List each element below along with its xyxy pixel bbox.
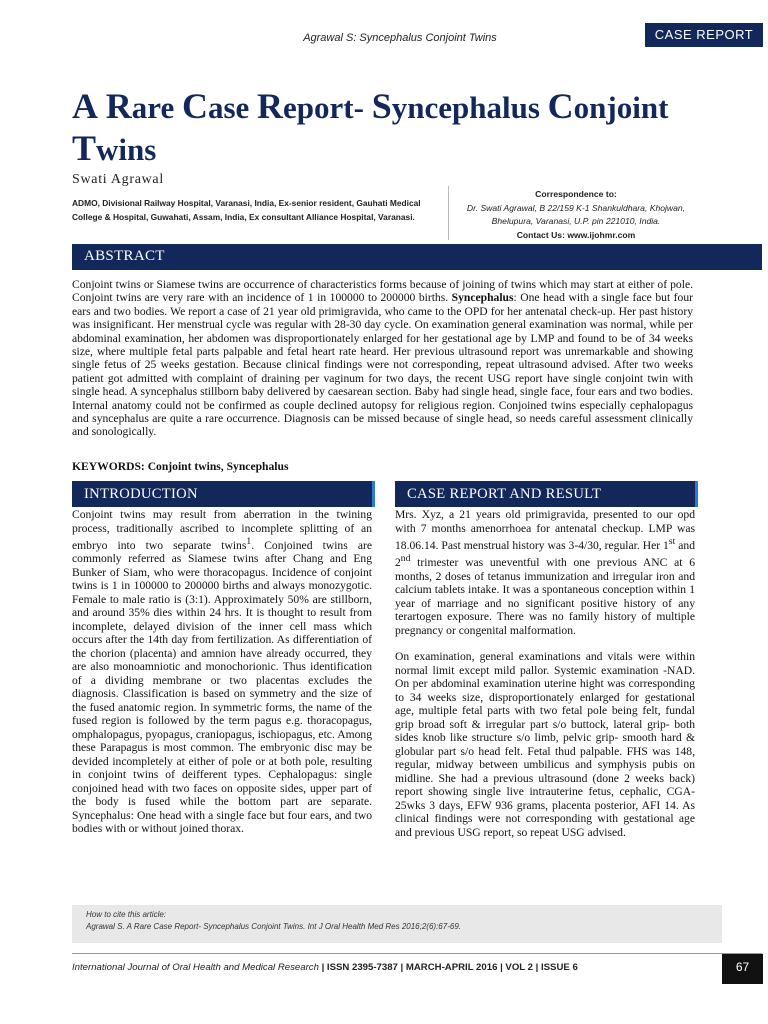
- keywords: KEYWORDS: Conjoint twins, Syncephalus: [72, 460, 289, 473]
- case-text-c: trimester was uneventful with one previous ANC at 6 months, 2 doses of tetanus immunization and irregular iron and calcium tablets intake. It was a spontaneous conception within 1 year of marriage and no significant positive history of any terartogen exposure. There was no family history of multiple pregnancy or congenital malformation.: [395, 556, 695, 637]
- page-number: 67: [722, 954, 763, 984]
- case-report-heading: CASE REPORT AND RESULT: [407, 486, 602, 502]
- column-divider: [448, 186, 449, 240]
- introduction-text: [72, 508, 372, 836]
- abstract-heading-bar: [72, 244, 762, 270]
- article-title: A Rare Case Report- Syncephalus Conjoint Twins: [72, 86, 669, 168]
- section-tag: CASE REPORT: [645, 23, 763, 47]
- author-affiliation: ADMO, Divisional Railway Hospital, Varanasi, India, Ex-senior resident, Gauhati Medical College & Hospital, Guwahati, Assam, India, Ex consultant Alliance Hospital, Varanasi.: [72, 198, 421, 222]
- abstract-text-part2: : One head with a single face but four ears and two bodies. We report a case of 21 year old primigravida, who came to the OPD for her antenatal check-up. Her past history was insignificant. Her menstrual cycle was regular with 28-30 day cycle. On examination general examination was normal, while per abdominal examination, her abdomen was disproportionately enlarged for her gestational age by LMP and found to be of 34 weeks size, where multiple fetal parts palpable and fetal heart rate heard. Her previous ultrasound report was unremarkable and showing single fetus of 25 weeks gestation. Because clinical findings were not corresponding, repeat ultrasound advised. After two weeks patient got admitted with complaint of draining per vaginum for two days, the recent USG report have single conjoint twin with single head. A syncephalus stillborn baby delivered by caesarean section. Baby had single head, single face, four ears and two bodies. Internal anatomy could not be confirmed as couple declined autopsy for religious region. Conjoined twins especially cephalopagus and syncephalus are quite a rare occurrence. Diagnosis can be missed because of single head, so needs careful assessment clinically and sonologically.: [72, 291, 693, 439]
- author-name: Swati Agrawal: [72, 172, 164, 187]
- citation-box: [72, 905, 722, 943]
- abstract-heading: ABSTRACT: [84, 248, 165, 264]
- introduction-heading: INTRODUCTION: [84, 486, 198, 502]
- citation-text: Agrawal S. A Rare Case Report- Syncephalus Conjoint Twins. Int J Oral Health Med Res 2016;2(6):67-69.: [86, 922, 461, 931]
- introduction-text-b: . Conjoined twins are commonly referred as Siamese twins after Chang and Eng Bunker of Siam, who were thoracopagus. Incidence of conjoint twins is 1 in 100000 to 200000 births and always monozygotic. Female to male ratio is (3:1). Approximately 50% are stillborn, and around 35% dies within 24 hrs. It is thought to result from incomplete, delayed division of the inner cell mass which occurs after the 14th day from fertilization. As differentiation of the chorion (placenta) and amnion have already occurred, they are also monoamniotic and monochorionic. Thus identification of a dividing membrane or two placentas excludes the diagnosis. Classification is based on symmetry and the size of the fused anatomic region. In symmetric forms, the name of the fused region is followed by the term pagus e.g. thoracopagus, omphalopagus, pyopagus, craniopagus, ischiopagus, etc. Among these Parapagus is most common. The embryonic disc may be devided incompletely at either of pole or at both pole, resulting in conjoint twins of deifferent types. Cephalopagus: single conjoined head with two faces on opposite sides, upper part of the body is fused while the bottom part are separate. Syncephalus: One head with a single face but four ears, and two bodies with or without joined thorax.: [72, 538, 372, 836]
- superscript-st: st: [668, 536, 676, 547]
- reference-superscript: 1: [246, 536, 252, 547]
- running-title: Agrawal S: Syncephalus Conjoint Twins: [303, 32, 497, 44]
- correspondence-block: [456, 188, 696, 242]
- case-report-paragraph-1: [395, 508, 695, 637]
- heading-accent: [695, 481, 698, 507]
- abstract-text-part1: Conjoint twins or Siamese twins are occurrence of characteristics forms because of joining of twins which may start at either of pole. Conjoint twins are very rare with an incidence of 1 in 100000 to 200000 births.: [72, 278, 693, 305]
- introduction-heading-bar: [72, 481, 372, 507]
- case-report-heading-bar: [395, 481, 695, 507]
- journal-name: International Journal of Oral Health and Medical Research: [72, 962, 319, 973]
- correspondence-address: Dr. Swati Agrawal, B 22/159 K-1 Shankuldhara, Khojwan, Bhelupura, Varanasi, U.P. pin 221010, India.: [466, 202, 686, 226]
- case-report-paragraph-2: On examination, general examinations and vitals were within normal limit except mild pallor. Systemic examination -NAD. On per abdominal examination uterine hight was corresponding to 34 weeks size, disproportionately enlarged for gestational age, multiple fetal parts with two fetal pole being felt, fundal grip broad soft & irregular part s/o buttock, lateral grip- both sides knob like structure s/o limb, pelvic grip- smooth hard & globular part s/o head felt. Fetal thud palpable. FHS was 148, regular, midway between umbilicus and symphysis pubis on midline. She had a previous ultrasound (done 2 weeks back) report showing single live intrauterine fetus, cephalic, CGA- 25wks 3 days, EFW 936 grams, placenta posterior, AFI 14. As clinical findings were not corresponding with gestational age and previous USG report, so repeat USG advised.: [395, 650, 695, 839]
- abstract-term: Syncephalus: [451, 291, 514, 305]
- heading-accent: [372, 481, 375, 507]
- contact-link[interactable]: Contact Us: www.ijohmr.com: [516, 229, 636, 240]
- introduction-column: [72, 508, 372, 836]
- abstract-text: [72, 278, 693, 439]
- superscript-nd: nd: [400, 553, 411, 565]
- case-text-b: and 2: [395, 538, 695, 570]
- journal-meta: | ISSN 2395-7387 | MARCH-APRIL 2016 | VOL 2 | ISSUE 6: [318, 962, 578, 973]
- introduction-text-a: Conjoint twins may result from aberration in the twining process, traditionally ascribed to incomplete splitting of an embryo into two separate twins: [72, 508, 372, 552]
- footer: [72, 962, 578, 973]
- case-text-a: Mrs. Xyz, a 21 years old primigravida, presented to our opd with 7 months amenorrhoea for antenatal checkup. LMP was 18.06.14. Past menstrual history was 3-4/30, regular. Her 1: [395, 508, 695, 552]
- case-report-column: [395, 508, 695, 839]
- citation-label: How to cite this article:: [86, 910, 167, 919]
- footer-divider: [72, 953, 762, 954]
- correspondence-label: Correspondence to:: [535, 189, 617, 199]
